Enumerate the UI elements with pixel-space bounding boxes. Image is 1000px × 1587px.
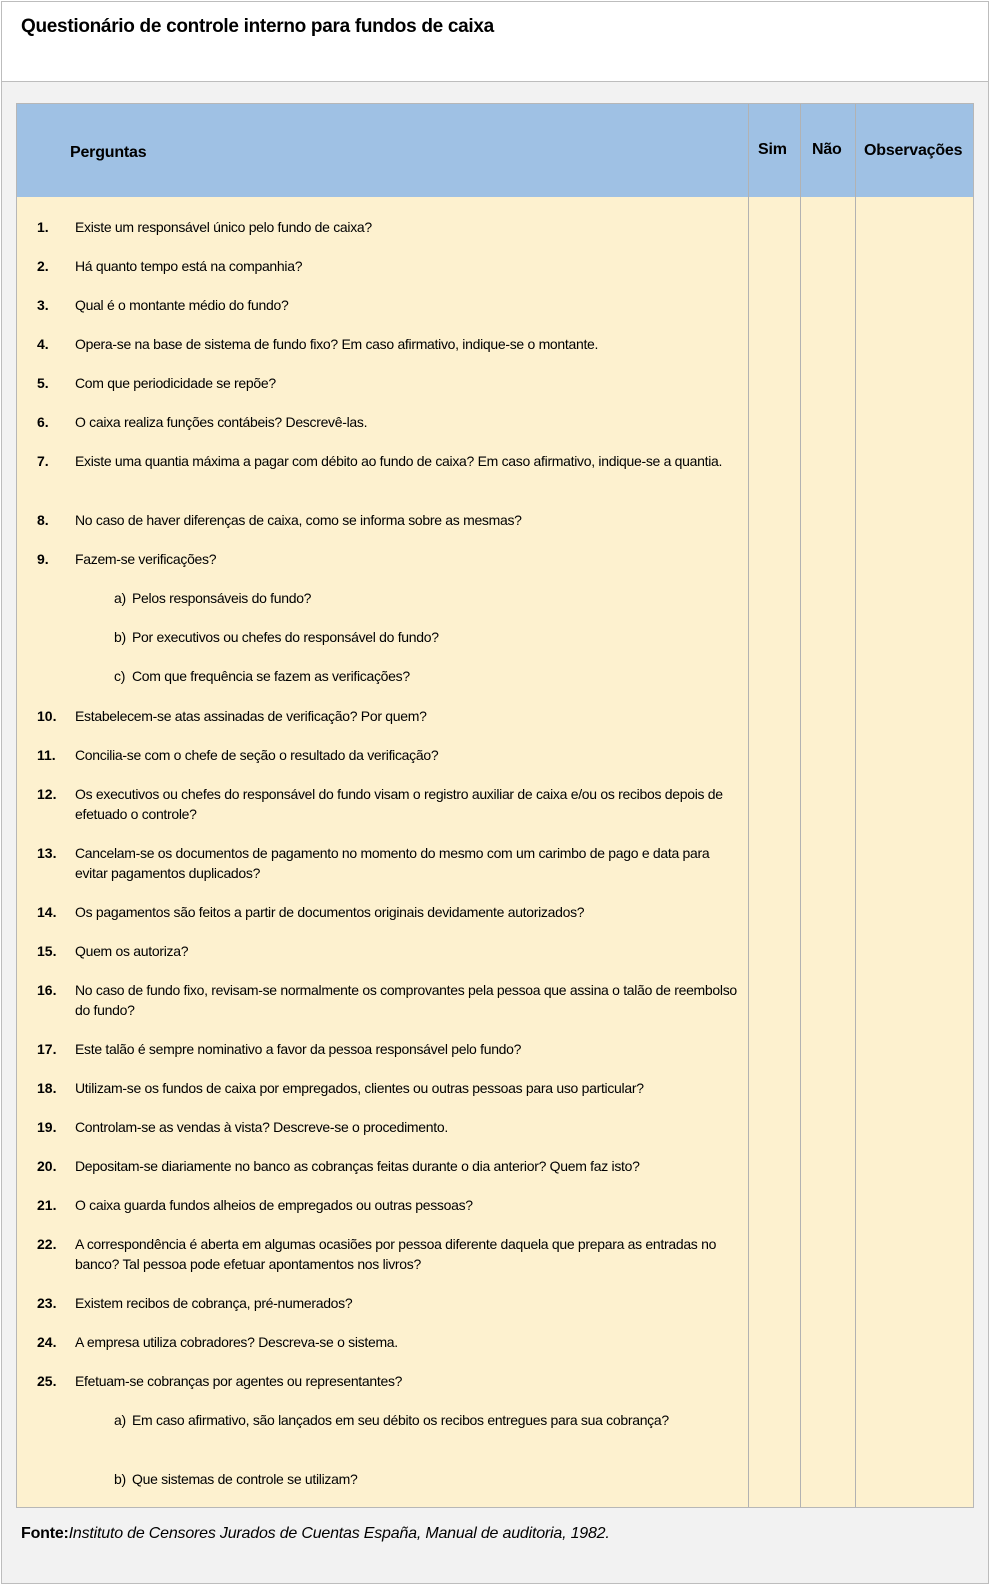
question-text: Existem recibos de cobrança, pré-numerados? [75,1295,353,1311]
question-number: 9. [37,551,49,567]
question-text: Os executivos ou chefes do responsável do fundo visam o registro auxiliar de caixa e/ou os recibos depois de efetuado o controle? [75,786,723,822]
question-text: Existe uma quantia máxima a pagar com débito ao fundo de caixa? Em caso afirmativo, indique-se a quantia. [75,453,723,469]
question-text: No caso de fundo fixo, revisam-se normalmente os comprovantes pela pessoa que assina o talão de reembolso do fundo? [75,982,737,1018]
question-text: Existe um responsável único pelo fundo de caixa? [75,219,372,235]
question-text: Depositam-se diariamente no banco as cobranças feitas durante o dia anterior? Quem faz isto? [75,1158,640,1174]
question-number: 20. [37,1158,57,1174]
header-nao: Não [812,141,842,158]
question-number: 13. [37,845,57,861]
question-text: Cancelam-se os documentos de pagamento no momento do mesmo com um carimbo de pago e data para evitar pagamentos duplicados? [75,845,710,881]
column-divider [855,104,856,1507]
sub-question-text: Que sistemas de controle se utilizam? [132,1471,358,1487]
question-text: O caixa guarda fundos alheios de empregados ou outras pessoas? [75,1197,473,1213]
question-number: 10. [37,708,57,724]
question-text: Fazem-se verificações? [75,551,217,567]
question-number: 14. [37,904,57,920]
page-title: Questionário de controle interno para fundos de caixa [21,16,494,37]
sub-question-letter: a) [114,590,126,606]
question-number: 24. [37,1334,57,1350]
question-text: Concilia-se com o chefe de seção o resultado da verificação? [75,747,439,763]
title-bar [2,2,988,82]
sub-question-letter: b) [114,629,126,645]
footer-label: Fonte: [21,1525,69,1542]
sub-question [114,588,714,608]
document-frame [1,1,989,1584]
question-number: 17. [37,1041,57,1057]
sub-question-letter: b) [114,1471,126,1487]
sub-question-text: Por executivos ou chefes do responsável do fundo? [132,629,439,645]
question-number: 21. [37,1197,57,1213]
question-number: 11. [37,747,56,763]
sub-question-text: Pelos responsáveis do fundo? [132,590,312,606]
question-text: Quem os autoriza? [75,943,189,959]
header-sim: Sim [758,141,787,158]
question-number: 18. [37,1080,57,1096]
question-number: 8. [37,512,49,528]
column-divider [748,104,749,1507]
sub-question [114,1469,714,1489]
question-number: 3. [37,297,49,313]
questionnaire-table [16,103,974,1508]
footer-source: Instituto de Censores Jurados de Cuentas España, Manual de auditoria, 1982. [68,1525,610,1542]
question-text: O caixa realiza funções contábeis? Descrevê-las. [75,414,368,430]
sub-question-letter: a) [114,1412,126,1428]
header-perguntas: Perguntas [70,144,147,161]
question-text: Qual é o montante médio do fundo? [75,297,289,313]
question-text: Estabelecem-se atas assinadas de verificação? Por quem? [75,708,427,724]
question-text: Há quanto tempo está na companhia? [75,258,303,274]
question-text: Com que periodicidade se repõe? [75,375,276,391]
sub-question [114,666,714,686]
question-number: 6. [37,414,49,430]
question-number: 2. [37,258,49,274]
question-number: 23. [37,1295,57,1311]
question-text: No caso de haver diferenças de caixa, como se informa sobre as mesmas? [75,512,522,528]
question-number: 15. [37,943,57,959]
sub-question-text: Com que frequência se fazem as verificações? [132,668,410,684]
question-number: 4. [37,336,49,352]
question-text: Efetuam-se cobranças por agentes ou representantes? [75,1373,403,1389]
question-number: 19. [37,1119,57,1135]
sub-question [114,627,714,647]
sub-question [114,1410,714,1430]
sub-question-text: Em caso afirmativo, são lançados em seu débito os recibos entregues para sua cobrança? [132,1412,669,1428]
question-number: 25. [37,1373,57,1389]
column-divider [800,104,801,1507]
question-text: A empresa utiliza cobradores? Descreva-se o sistema. [75,1334,398,1350]
question-text: Este talão é sempre nominativo a favor da pessoa responsável pelo fundo? [75,1041,522,1057]
question-number: 1. [37,219,49,235]
question-text: Opera-se na base de sistema de fundo fixo? Em caso afirmativo, indique-se o montante. [75,336,599,352]
question-text: A correspondência é aberta em algumas ocasiões por pessoa diferente daquela que prepara as entradas no banco? Tal pessoa pode efetuar apontamentos nos livros? [75,1236,717,1272]
table-header [17,104,973,197]
header-observacoes: Observações [864,142,963,159]
question-number: 12. [37,786,57,802]
question-text: Utilizam-se os fundos de caixa por empregados, clientes ou outras pessoas para uso particular? [75,1080,644,1096]
question-number: 7. [37,453,49,469]
question-number: 22. [37,1236,57,1252]
question-text: Controlam-se as vendas à vista? Descreve-se o procedimento. [75,1119,448,1135]
sub-question-letter: c) [114,668,126,684]
question-number: 5. [37,375,49,391]
question-text: Os pagamentos são feitos a partir de documentos originais devidamente autorizados? [75,904,585,920]
question-number: 16. [37,982,57,998]
source-footer [21,1525,610,1543]
